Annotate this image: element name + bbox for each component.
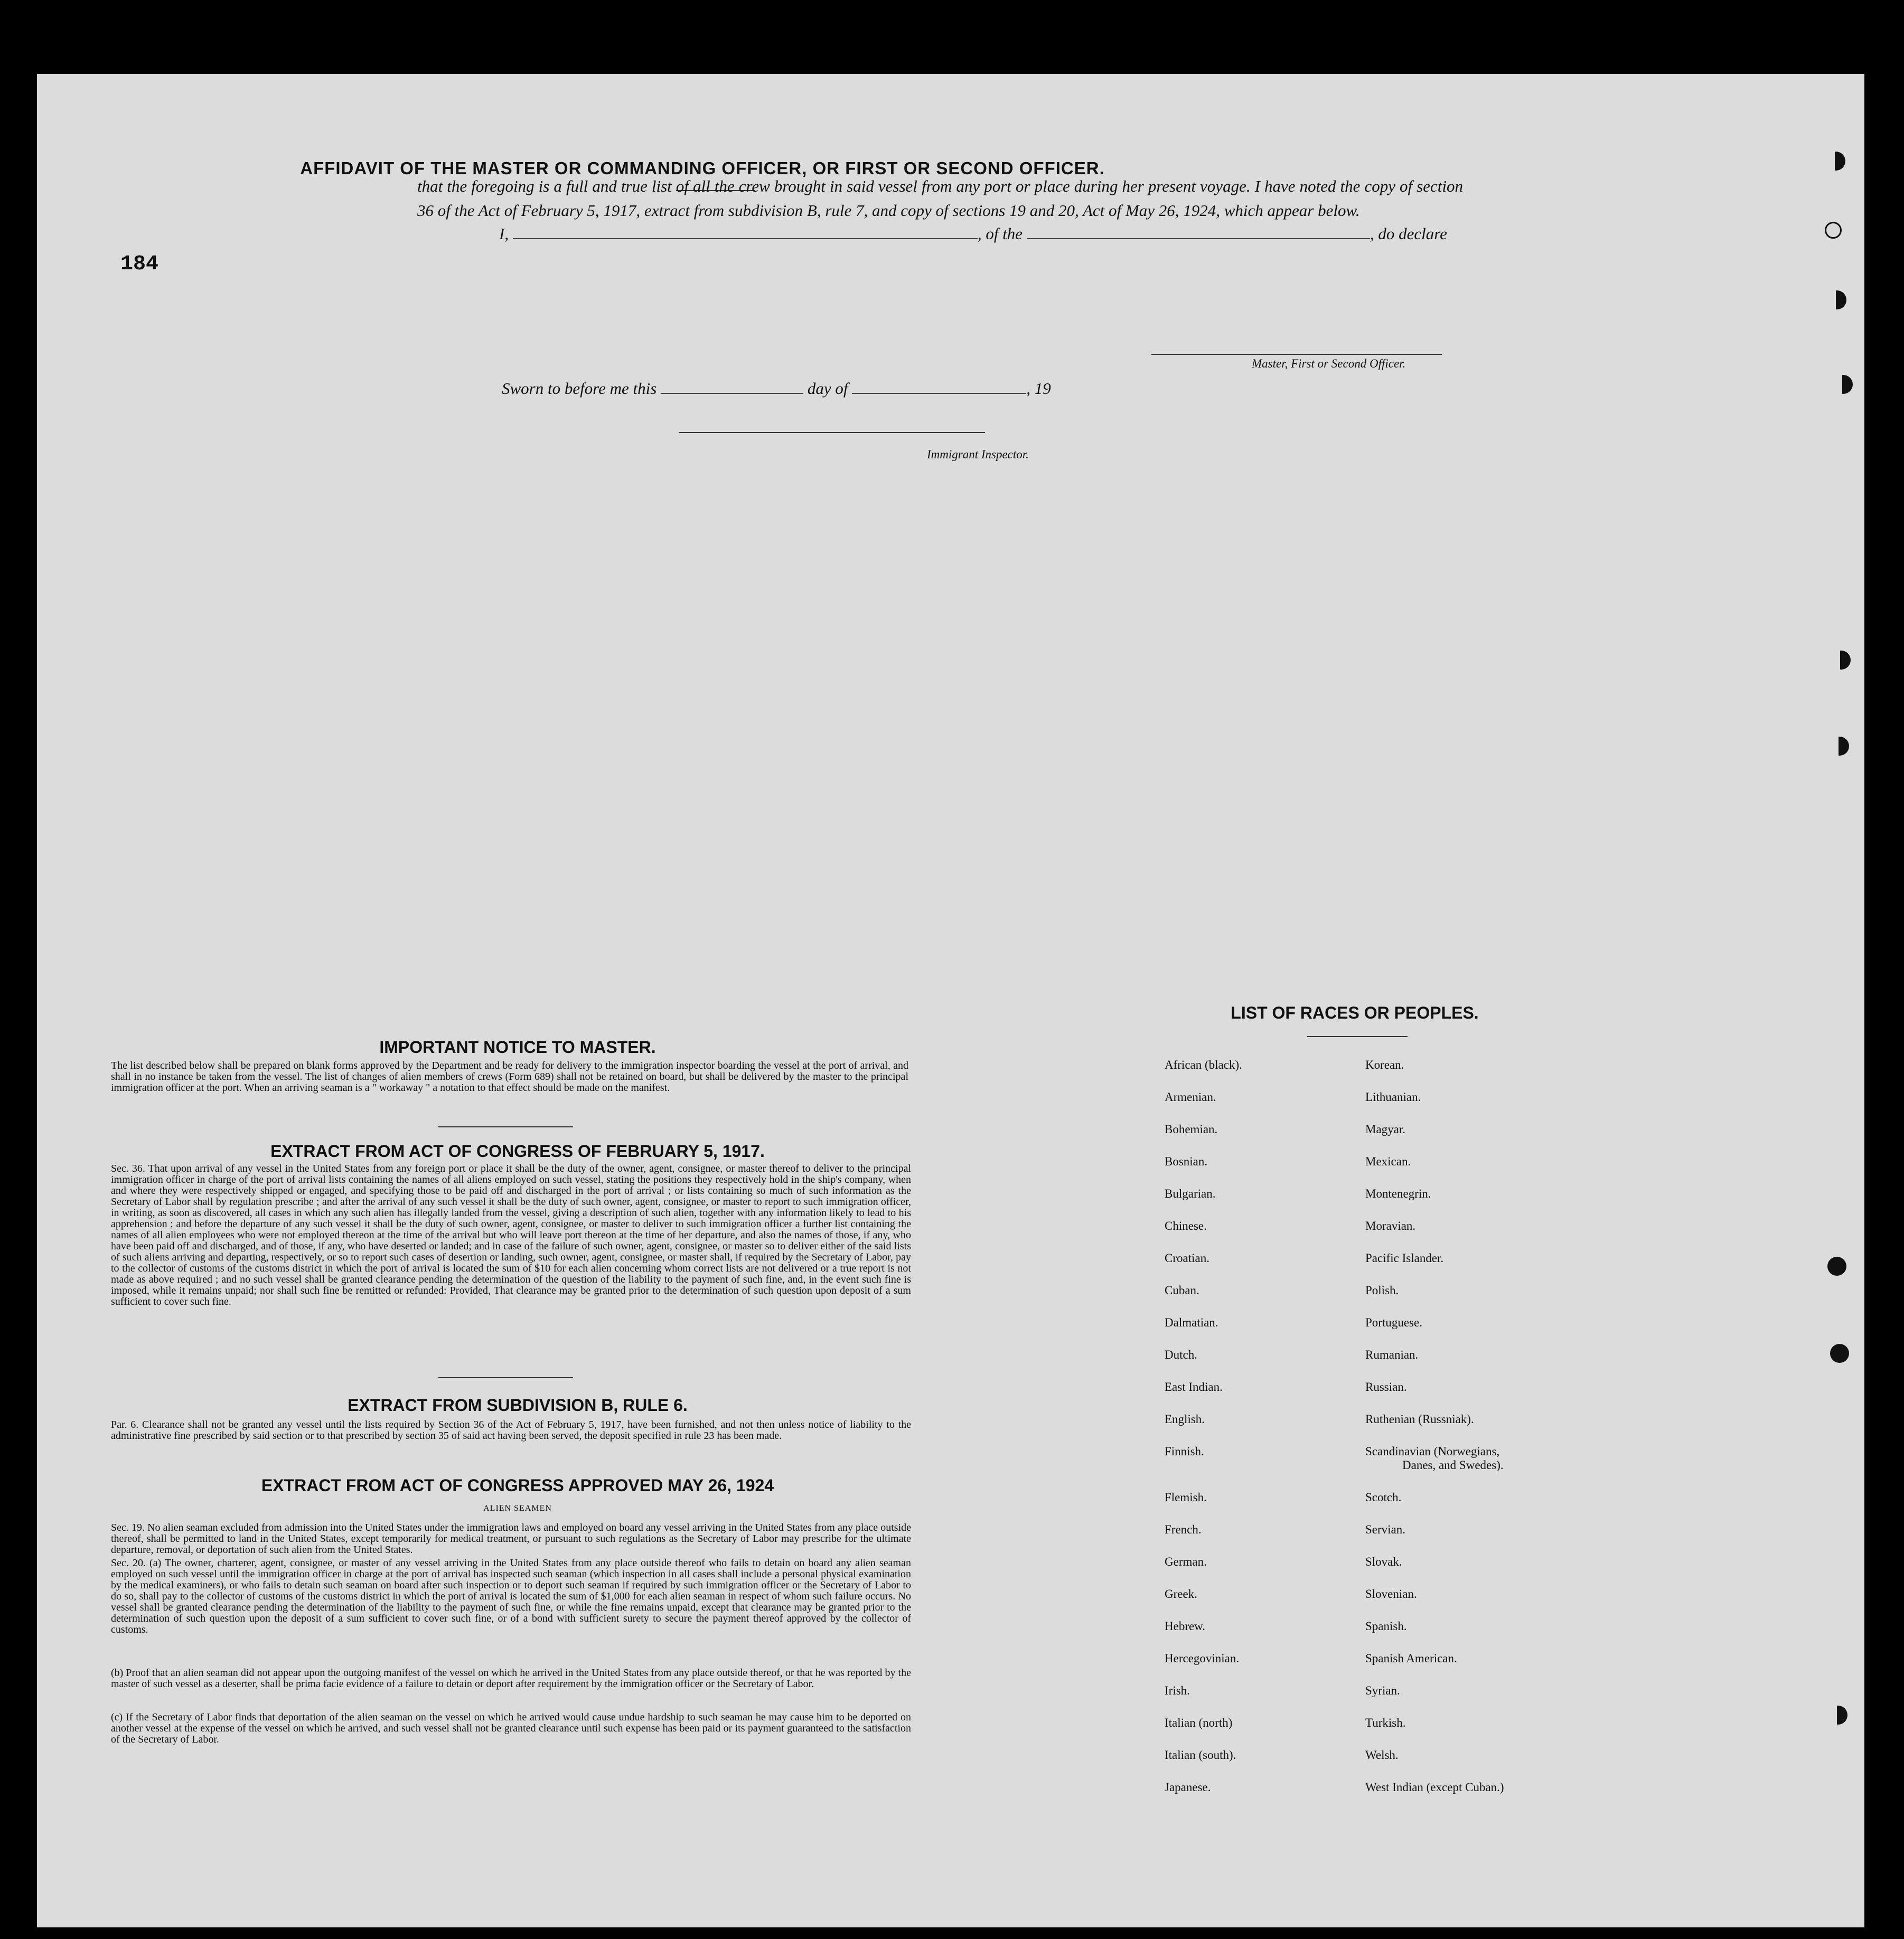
race-item: Slovenian. xyxy=(1365,1587,1417,1601)
label-of-the: , of the xyxy=(977,224,1023,243)
race-item: Japanese. xyxy=(1165,1781,1211,1794)
race-item: Irish. xyxy=(1165,1684,1190,1697)
extract-1924-sec20b: (b) Proof that an alien seaman did not appear upon the outgoing manifest of the vessel on which he arrived in the United States from any place outside thereof, or that he was reported by the master of such vessel as a deserter, shall be prima facie evidence of a failure to detain or deport after requirement by the immigration officer or the Secretary of Labor. xyxy=(111,1667,911,1690)
race-item: Mexican. xyxy=(1365,1155,1411,1168)
race-item: Chinese. xyxy=(1165,1219,1207,1232)
race-item: English. xyxy=(1165,1413,1205,1426)
race-item: French. xyxy=(1165,1523,1202,1536)
affidavit-title: AFFIDAVIT OF THE MASTER OR COMMANDING OFFICER, OR FIRST OR SECOND OFFICER. xyxy=(300,158,1105,178)
race-item: Montenegrin. xyxy=(1365,1187,1431,1200)
extract-1924-sec19: Sec. 19. No alien seaman excluded from admission into the United States under the immigration laws and employed on board any vessel arriving in the United States from any place outside thereof, shall be permitted to land in the United States, except temporarily for medical treatment, or pursuant to such regulations as the Secretary of Labor may prescribe for the ultimate departure, removal, or deportation of such alien from the United States. xyxy=(111,1522,911,1556)
race-item: African (black). xyxy=(1165,1058,1242,1071)
race-item: Welsh. xyxy=(1365,1748,1399,1762)
affidavit-declaration-line xyxy=(499,224,1481,243)
race-item: Servian. xyxy=(1365,1523,1406,1536)
race-item: East Indian. xyxy=(1165,1380,1223,1394)
label-do-declare: , do declare xyxy=(1370,224,1447,243)
extract-1917-body: Sec. 36. That upon arrival of any vessel in the United States from any foreign port or place it shall be the duty of the owner, agent, consignee, or master thereof to deliver to the principal immigration officer in charge of the port of arrival lists containing the names of all aliens employed on such vessel, stating the positions they respectively hold in the ship's company, when and where they were respectively shipped or engaged, and specifying those to be paid off and discharged in the port of arrival ; or lists containing so much of such information as the Secretary of Labor shall by regulation prescribe ; and after the arrival of any such vessel it shall be the duty of such owner, agent, consignee, or master to report to such immigration officer, in writing, as soon as discovered, all cases in which any such alien has illegally landed from the vessel, giving a description of such alien, together with any information likely to lead to his apprehension ; and before the departure of any such vessel it shall be the duty of such owner, agent, consignee, or master to deliver to such immigration officer a further list containing the names of all alien employees who were not employed thereon at the time of the arrival but who will leave port thereon at the time of her departure, and also the names of those, if any, who have been paid off and discharged, and of those, if any, who have deserted or landed; and in case of the failure of such owner, agent, consignee, or master so to deliver either of the said lists of such aliens arriving and departing, respectively, or so to report such cases of desertion or landing, such owner, agent, consignee, or master shall, if required by the Secretary of Labor, pay to the collector of customs of the customs district in which the port of arrival is located the sum of $10 for each alien concerning whom correct lists are not delivered or a true report is not made as above required ; and no such vessel shall be granted clearance pending the determination of the question of the liability to the payment of such fine, and, in the event such fine is imposed, while it remains unpaid; nor shall such fine be remitted or refunded: Provided, That clearance may be granted prior to the determination of such question upon deposit of a sum sufficient to cover such fine. xyxy=(111,1163,911,1307)
page-stamp-number: 184 xyxy=(120,252,159,276)
race-item: Pacific Islander. xyxy=(1365,1251,1444,1265)
race-item: Spanish. xyxy=(1365,1620,1407,1633)
day-of-label: day of xyxy=(807,379,848,398)
race-item: Rumanian. xyxy=(1365,1348,1419,1361)
sworn-month-blank xyxy=(852,393,1026,394)
race-item: Slovak. xyxy=(1365,1555,1402,1568)
race-item: Scotch. xyxy=(1365,1491,1402,1504)
race-item: Russian. xyxy=(1365,1380,1407,1394)
punch-hole xyxy=(1827,1257,1846,1276)
race-item: Moravian. xyxy=(1365,1219,1416,1232)
race-item: Scandinavian (Norwegians, xyxy=(1365,1445,1500,1458)
race-item: Spanish American. xyxy=(1365,1652,1457,1665)
race-item: Syrian. xyxy=(1365,1684,1400,1697)
race-item: Flemish. xyxy=(1165,1491,1207,1504)
race-item-scandinavian-continued: Danes, and Swedes). xyxy=(1402,1458,1504,1472)
divider-1 xyxy=(438,1126,573,1127)
extract-1924-sec20c: (c) If the Secretary of Labor finds that deportation of the alien seaman on the vessel on which he arrived would cause undue hardship to such seaman he may cause him to be deported on another vessel at the expense of the vessel on which he arrived, and such vessel shall not be granted clearance until such expense has been paid or its payment guaranteed to the satisfaction of the Secretary of Labor. xyxy=(111,1711,911,1745)
race-item: Italian (north) xyxy=(1165,1716,1233,1729)
sworn-label: Sworn to before me this xyxy=(502,379,657,398)
punch-hole xyxy=(1830,1344,1849,1363)
race-item: Polish. xyxy=(1365,1284,1399,1297)
sworn-line xyxy=(502,379,1136,398)
race-item: Korean. xyxy=(1365,1058,1404,1071)
punch-hole xyxy=(1832,651,1851,670)
race-item: Hercegovinian. xyxy=(1165,1652,1240,1665)
notice-body: The list described below shall be prepared on blank forms approved by the Department and be ready for delivery to the immigration inspector boarding the vessel at the port of arrival, and shall in no instance be taken from the vessel. The list of changes of alien members of crews (Form 689) shall not be retained on board, but shall be delivered by the master to the principal immigration officer at the port. When an arriving seaman is a " workaway " a notation to that effect should be made on the manifest. xyxy=(111,1060,908,1094)
race-item: Hebrew. xyxy=(1165,1620,1206,1633)
race-item: German. xyxy=(1165,1555,1207,1568)
master-signature-label: Master, First or Second Officer. xyxy=(1252,357,1406,370)
races-divider xyxy=(1307,1036,1408,1037)
subdivision-title: EXTRACT FROM SUBDIVISION B, RULE 6. xyxy=(348,1396,688,1415)
race-item: Bosnian. xyxy=(1165,1155,1208,1168)
race-item: Bulgarian. xyxy=(1165,1187,1216,1200)
race-item: Lithuanian. xyxy=(1365,1090,1421,1104)
race-item: Cuban. xyxy=(1165,1284,1199,1297)
extract-1924-subtitle: ALIEN SEAMEN xyxy=(483,1504,552,1513)
punch-hole xyxy=(1834,375,1853,394)
race-item: Dalmatian. xyxy=(1165,1316,1218,1329)
punch-hole xyxy=(1825,222,1842,239)
race-item: Croatian. xyxy=(1165,1251,1209,1265)
punch-hole xyxy=(1830,737,1849,756)
extract-1924-title: EXTRACT FROM ACT OF CONGRESS APPROVED MAY 26, 1924 xyxy=(261,1476,774,1495)
name-blank xyxy=(513,238,978,239)
affidavit-paragraph: that the foregoing is a full and true list of all the crew brought in said vessel from any port or place during her present voyage. I have noted the copy of section 36 of the Act of February 5, 1917, extract from subdivision B, rule 7, and copy of sections 19 and 20, Act of May 26, 1924, which appear below. xyxy=(417,177,1463,220)
master-signature-line xyxy=(1151,354,1442,355)
document-page xyxy=(37,74,1864,1927)
race-item: Armenian. xyxy=(1165,1090,1216,1104)
race-item: West Indian (except Cuban.) xyxy=(1365,1781,1504,1794)
race-item: Bohemian. xyxy=(1165,1123,1218,1136)
subdivision-body: Par. 6. Clearance shall not be granted any vessel until the lists required by Section 36 of the Act of February 5, 1917, have been furnished, and not then unless notice of liability to the administrative fine prescribed by said section or to that prescribed by section 35 of said act having been served, the deposit specified in rule 23 has been made. xyxy=(111,1419,911,1442)
race-item: Magyar. xyxy=(1365,1123,1406,1136)
race-item: Italian (south). xyxy=(1165,1748,1236,1762)
year-label: , 19 xyxy=(1026,379,1051,398)
divider-2 xyxy=(438,1377,573,1378)
punch-hole xyxy=(1826,152,1845,171)
race-item: Portuguese. xyxy=(1365,1316,1422,1329)
race-item: Dutch. xyxy=(1165,1348,1197,1361)
vessel-blank xyxy=(1027,238,1370,239)
inspector-signature-label: Immigrant Inspector. xyxy=(927,448,1029,461)
extract-1917-title: EXTRACT FROM ACT OF CONGRESS OF FEBRUARY 5, 1917. xyxy=(270,1142,765,1161)
extract-1924-sec20a: Sec. 20. (a) The owner, charterer, agent, consignee, or master of any vessel arriving in the United States from any place outside thereof who fails to detain on board any alien seaman employed on such vessel until the immigration officer in charge at the port of arrival has inspected such seaman (which inspection in all cases shall include a personal physical examination by the medical examiners), or who fails to detain such seaman on board after such inspection or to deport such seaman if required by such immigration officer or the Secretary of Labor to do so, shall pay to the collector of customs of the customs district in which the port of arrival is located the sum of $1,000 for each alien seaman in respect of whom such failure occurs. No vessel shall be granted clearance pending the determination of the liability to the payment of such fine, or while the fine remains unpaid, except that clearance may be granted prior to the determination of such question upon the deposit of a sum sufficient to cover such fine, or of a bond with sufficient surety to secure the payment thereof approved by the collector of customs. xyxy=(111,1557,911,1635)
notice-title: IMPORTANT NOTICE TO MASTER. xyxy=(379,1038,656,1057)
punch-hole xyxy=(1827,290,1846,309)
race-item: Greek. xyxy=(1165,1587,1197,1601)
sworn-day-blank xyxy=(661,393,803,394)
race-item: Ruthenian (Russniak). xyxy=(1365,1413,1474,1426)
races-title: LIST OF RACES OR PEOPLES. xyxy=(1231,1003,1479,1022)
race-item: Turkish. xyxy=(1365,1716,1406,1729)
inspector-signature-line xyxy=(679,432,985,433)
punch-hole xyxy=(1828,1706,1847,1725)
race-item: Finnish. xyxy=(1165,1445,1204,1458)
label-i: I, xyxy=(499,224,509,243)
